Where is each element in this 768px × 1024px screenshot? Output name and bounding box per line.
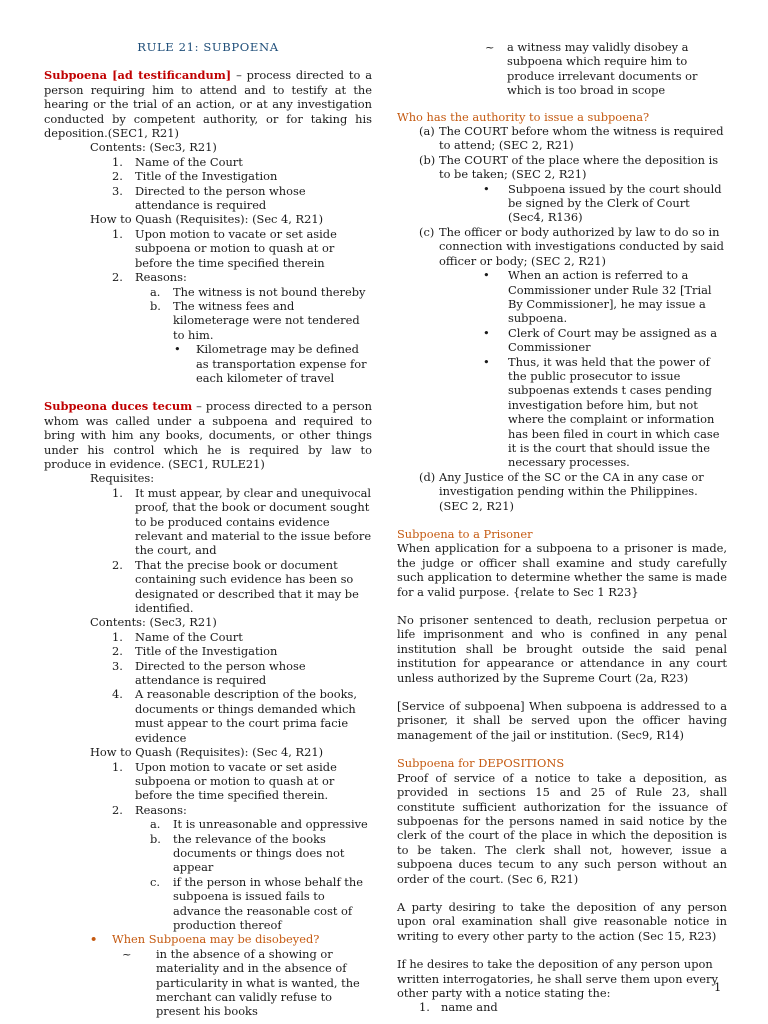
list-item: • Subpoena issued by the court should be signed by the Clerk of Court (Sec4, R136): [483, 181, 722, 225]
depositions-paragraph: Proof of service of a notice to take a deposition, as provided in sections 15 and 25 of Rule 23, shall constitute sufficient authorization for the issuance of subpoenas for the persons named in said notice by the clerk of the court of the place in which the deposition is to be taken. The clerk shall not, however, issue a subpoena duces tecum to any such person without an order of the court. (Sec 6, R21): [397, 770, 727, 886]
list-item: (b) The COURT of the place where the deposition is to be taken; (SEC 2, R21): [419, 152, 719, 182]
list-item: ~ in the absence of a showing or materiality and in the absence of particularity in what is wanted, the merchant can validly refuse to present his books: [122, 946, 360, 1019]
requisites-label: Requisites:: [90, 471, 155, 486]
prisoner-heading: Subpoena to a Prisoner: [397, 527, 533, 541]
list-item: 1. Name of the Court: [112, 629, 243, 644]
list-item: 1. It must appear, by clear and unequivocal proof, that the book or document sought to be produced contains evidence relevant and material to the issue before the court, and: [112, 485, 372, 558]
requisites-section: [90, 471, 372, 932]
contents-section-1: [90, 140, 372, 385]
list-item: • Clerk of Court may be assigned as a Commissioner: [483, 325, 718, 355]
list-item: a. The witness is not bound thereby: [150, 284, 366, 299]
list-item: 2. Reasons:: [112, 802, 187, 817]
list-item: c. if the person in whose behalf the subpoena is issued fails to advance the reasonable cost of production thereof: [150, 874, 363, 932]
list-item: ~ a witness may validly disobey a subpoena which require him to produce irrelevant documents or which is too broad in scope: [485, 40, 698, 98]
prisoner-paragraph: [Service of subpoena] When subpoena is addressed to a prisoner, it shall be served upon the officer having management of the jail or institution. (Sec9, R14): [397, 699, 727, 742]
list-item: (a) The COURT before whom the witness is required to attend; (SEC 2, R21): [419, 124, 724, 153]
list-item: (d) Any Justice of the SC or the CA in any case or investigation pending within the Philippines. (SEC 2, R21): [419, 469, 704, 513]
list-item: • Thus, it was held that the power of the public prosecutor to issue subpoenas extends t cases pending investigation before him, but not where the complaint or information has been filed in court in which case it is the court that should issue the necessary processes.: [483, 354, 720, 470]
disobeyed-heading: When Subpoena may be disobeyed?: [112, 932, 320, 947]
list-item: b. The witness fees and kilometerage were not tendered to him.: [150, 298, 360, 342]
list-item: 3. Directed to the person whose attendance is required: [112, 183, 306, 213]
subpoena-ad-testificandum-paragraph: [44, 68, 372, 140]
list-item: (c) The officer or body authorized by law to do so in connection with investigations conducted by said officer or body; (SEC 2, R21): [419, 224, 724, 268]
list-item: 4. A reasonable description of the books, documents or things demanded which must appear to the court prima facie evidence: [112, 687, 357, 745]
list-item: b. the relevance of the books documents or things does not appear: [150, 831, 345, 875]
depositions-paragraph: A party desiring to take the deposition of any person upon oral examination shall give reasonable notice in writing to every other party to the action (Sec 15, R23): [397, 899, 727, 943]
page-title: RULE 21: SUBPOENA: [137, 40, 279, 54]
right-column: [397, 0, 727, 1015]
list-item: 2. Title of the Investigation: [112, 644, 278, 659]
left-column: [44, 0, 372, 1019]
disobeyed-heading-item: • When Subpoena may be disobeyed?: [90, 932, 372, 946]
list-item: 1. name and: [419, 1000, 498, 1015]
subpoena-duces-tecum-paragraph: [44, 399, 372, 471]
subpoena-duces-tecum-definition: – process directed to a person whom was called under a subpoena and required to bring with him any books, documents, or other things under his control which he is required by law to produce in evidence. (SEC1, RULE21): [44, 399, 372, 471]
list-item: 2. That the precise book or document containing such evidence has been so designated or described that it may be identified.: [112, 557, 359, 616]
list-item: 1. Upon motion to vacate or set aside subpoena or motion to quash at or before the time specified therein.: [112, 759, 337, 803]
how-to-quash-label: How to Quash (Requisites): (Sec 4, R21): [90, 212, 324, 227]
contents-label: Contents: (Sec3, R21): [90, 615, 217, 630]
depositions-paragraph: If he desires to take the deposition of any person upon written interrogatories, he shall serve them upon every other party with a notice stating the:: [397, 957, 718, 1000]
contents-label: Contents: (Sec3, R21): [90, 140, 217, 155]
subpoena-ad-testificandum-term: Subpoena [ad testificandum]: [44, 68, 232, 83]
list-item: a. It is unreasonable and oppressive: [150, 817, 368, 832]
prisoner-paragraph: When application for a subpoena to a prisoner is made, the judge or officer shall examine and study carefully such application to determine whether the same is made for a valid purpose. {relate to Sec 1 R23}: [397, 541, 727, 599]
list-item: 2. Reasons:: [112, 270, 187, 285]
list-item: • When an action is referred to a Commissioner under Rule 32 [Trial By Commissioner], he may issue a subpoena.: [483, 268, 712, 326]
list-item: 1. Name of the Court: [112, 154, 243, 169]
list-item: 1. Upon motion to vacate or set aside subpoena or motion to quash at or before the time specified therein: [112, 226, 337, 270]
authority-heading: Who has the authority to issue a subpoena?: [397, 109, 650, 124]
list-item: 3. Directed to the person whose attendance is required: [112, 658, 306, 688]
list-item: 2. Title of the Investigation: [112, 169, 278, 184]
subpoena-ad-testificandum-definition: – process directed to a person requiring him to attend and to testify at the hearing or the trial of an action, or at any investigation conducted by competent authority, or for taking his deposition.(SEC1, R21): [44, 68, 373, 141]
depositions-heading: Subpoena for DEPOSITIONS: [397, 756, 565, 771]
page-number: 1: [714, 980, 722, 994]
subpoena-duces-tecum-term: Subpeona duces tecum: [44, 399, 193, 414]
list-item: • Kilometrage may be defined as transportation expense for each kilometer of travel: [174, 342, 367, 385]
how-to-quash-label: How to Quash (Requisites): (Sec 4, R21): [90, 745, 324, 760]
prisoner-paragraph: No prisoner sentenced to death, reclusion perpetua or life imprisonment and who is confined in any penal institution shall be brought outside the said penal institution for appearance or attendance in any court unless authorized by the Supreme Court (2a, R23): [397, 613, 727, 685]
